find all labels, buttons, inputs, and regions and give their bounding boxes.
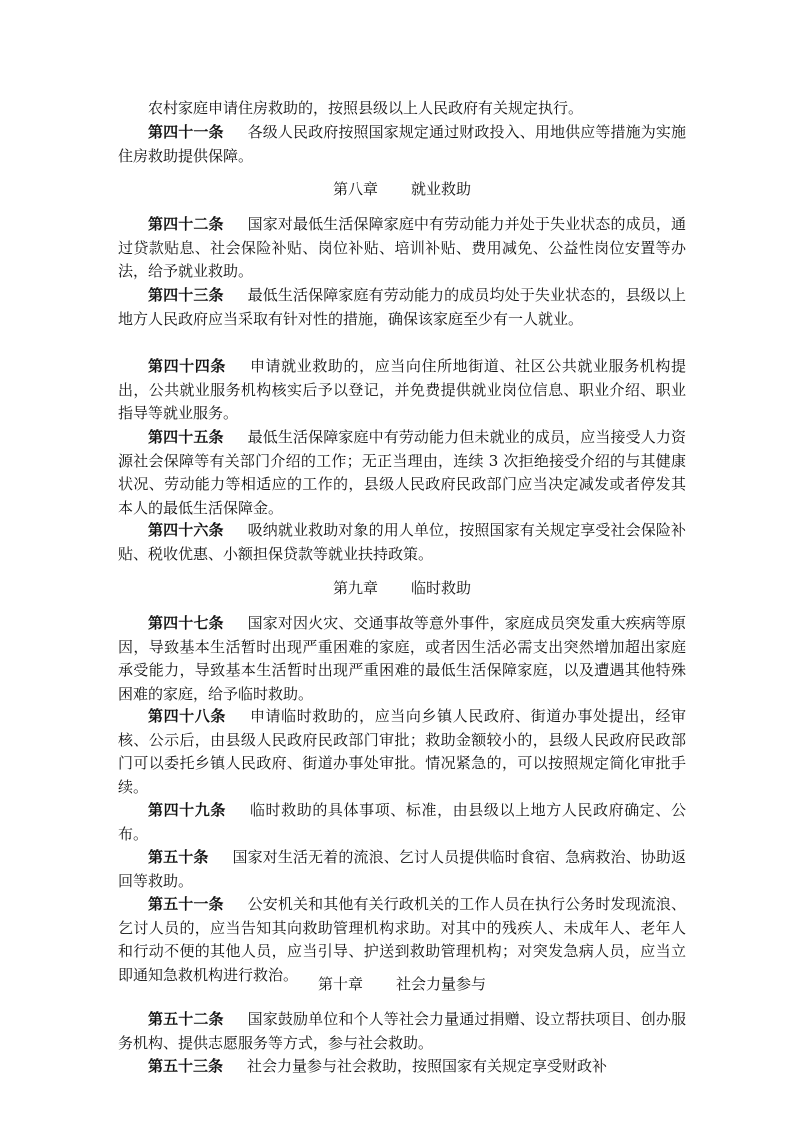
article-text: 国家对最低生活保障家庭中有劳动能力并处于失业状态的成员，通过贷款贴息、社会保险补贴、岗位补贴、培训补贴、费用减免、公益性岗位安置等办法，给予就业救助。 [118, 215, 686, 280]
chapter-heading-8 [118, 178, 686, 202]
article-number: 第四十九条 [148, 801, 226, 819]
paragraph-continuation: 农村家庭申请住房救助的，按照县级以上人民政府有关规定执行。 [148, 99, 584, 117]
chapter-heading-10 [118, 973, 686, 997]
article-number: 第五十三条 [148, 1057, 224, 1075]
article-43 [118, 284, 686, 331]
chapter-title: 就业救助 [411, 180, 472, 198]
chapter-number: 第九章 [332, 579, 378, 597]
article-50 [118, 846, 686, 893]
article-text: 吸纳就业救助对象的用人单位，按照国家有关规定享受社会保险补贴、税收优惠、小额担保贷款等就业扶持政策。 [118, 521, 686, 563]
article-42 [118, 213, 686, 284]
article-text: 最低生活保障家庭有劳动能力的成员均处于失业状态的，县级以上地方人民政府应当采取有针对性的措施，确保该家庭至少有一人就业。 [118, 286, 686, 328]
article-number: 第四十二条 [148, 215, 224, 233]
article-45 [118, 426, 686, 520]
article-number: 第四十五条 [148, 428, 224, 446]
article-47 [118, 612, 686, 706]
article-number: 第四十六条 [148, 521, 224, 539]
article-text: 国家对生活无着的流浪、乞讨人员提供临时食宿、急病救治、协助返回等救助。 [118, 848, 686, 890]
article-text: 申请就业救助的，应当向住所地街道、社区公共就业服务机构提出，公共就业服务机构核实后予以登记，并免费提供就业岗位信息、职业介绍、职业指导等就业服务。 [118, 357, 686, 422]
article-46 [118, 519, 686, 566]
article-text: 申请临时救助的，应当向乡镇人民政府、街道办事处提出，经审核、公示后，由县级人民政府民政部门审批；救助金额较小的，县级人民政府民政部门可以委托乡镇人民政府、街道办事处审批。情况紧急的，可以按照规定简化审批手续。 [118, 707, 686, 796]
article-41 [118, 121, 686, 168]
article-49 [118, 799, 686, 846]
chapter-number: 第八章 [332, 180, 378, 198]
article-text: 最低生活保障家庭中有劳动能力但未就业的成员，应当接受人力资源社会保障等有关部门介绍的工作；无正当理由，连续 3 次拒绝接受介绍的与其健康状况、劳动能力等相适应的工作的，县级人民政府民政部门应当决定减发或者停发其本人的最低生活保障金。 [118, 428, 686, 517]
article-text: 国家鼓励单位和个人等社会力量通过捐赠、设立帮扶项目、创办服务机构、提供志愿服务等方式，参与社会救助。 [118, 1010, 686, 1052]
chapter-heading-9 [118, 577, 686, 601]
chapter-title: 临时救助 [411, 579, 472, 597]
article-number: 第四十八条 [148, 707, 226, 725]
chapter-title: 社会力量参与 [396, 975, 487, 993]
article-number: 第四十七条 [148, 614, 224, 632]
article-number: 第四十一条 [148, 123, 224, 141]
article-text: 国家对因火灾、交通事故等意外事件，家庭成员突发重大疾病等原因，导致基本生活暂时出现严重困难的家庭，或者因生活必需支出突然增加超出家庭承受能力，导致基本生活暂时出现严重困难的最低生活保障家庭，以及遭遇其他特殊困难的家庭，给予临时救助。 [118, 614, 686, 703]
article-text: 临时救助的具体事项、标准，由县级以上地方人民政府确定、公布。 [118, 801, 686, 843]
article-text: 公安机关和其他有关行政机关的工作人员在执行公务时发现流浪、乞讨人员的，应当告知其向救助管理机构求助。对其中的残疾人、未成年人、老年人和行动不便的其他人员，应当引导、护送到救助管理机构；对突发急病人员，应当立即通知急救机构进行救治。 [118, 895, 686, 984]
article-number: 第四十三条 [148, 286, 224, 304]
article-number: 第五十条 [148, 848, 209, 866]
article-text: 各级人民政府按照国家规定通过财政投入、用地供应等措施为实施住房救助提供保障。 [118, 123, 686, 165]
article-52 [118, 1008, 686, 1055]
article-text: 社会力量参与社会救助，按照国家有关规定享受财政补 [247, 1057, 608, 1075]
article-number: 第四十四条 [148, 357, 226, 375]
article-53 [118, 1055, 686, 1079]
chapter-number: 第十章 [317, 975, 363, 993]
article-48 [118, 705, 686, 799]
article-number: 第五十一条 [148, 895, 224, 913]
article-number: 第五十二条 [148, 1010, 224, 1028]
article-44 [118, 355, 686, 426]
